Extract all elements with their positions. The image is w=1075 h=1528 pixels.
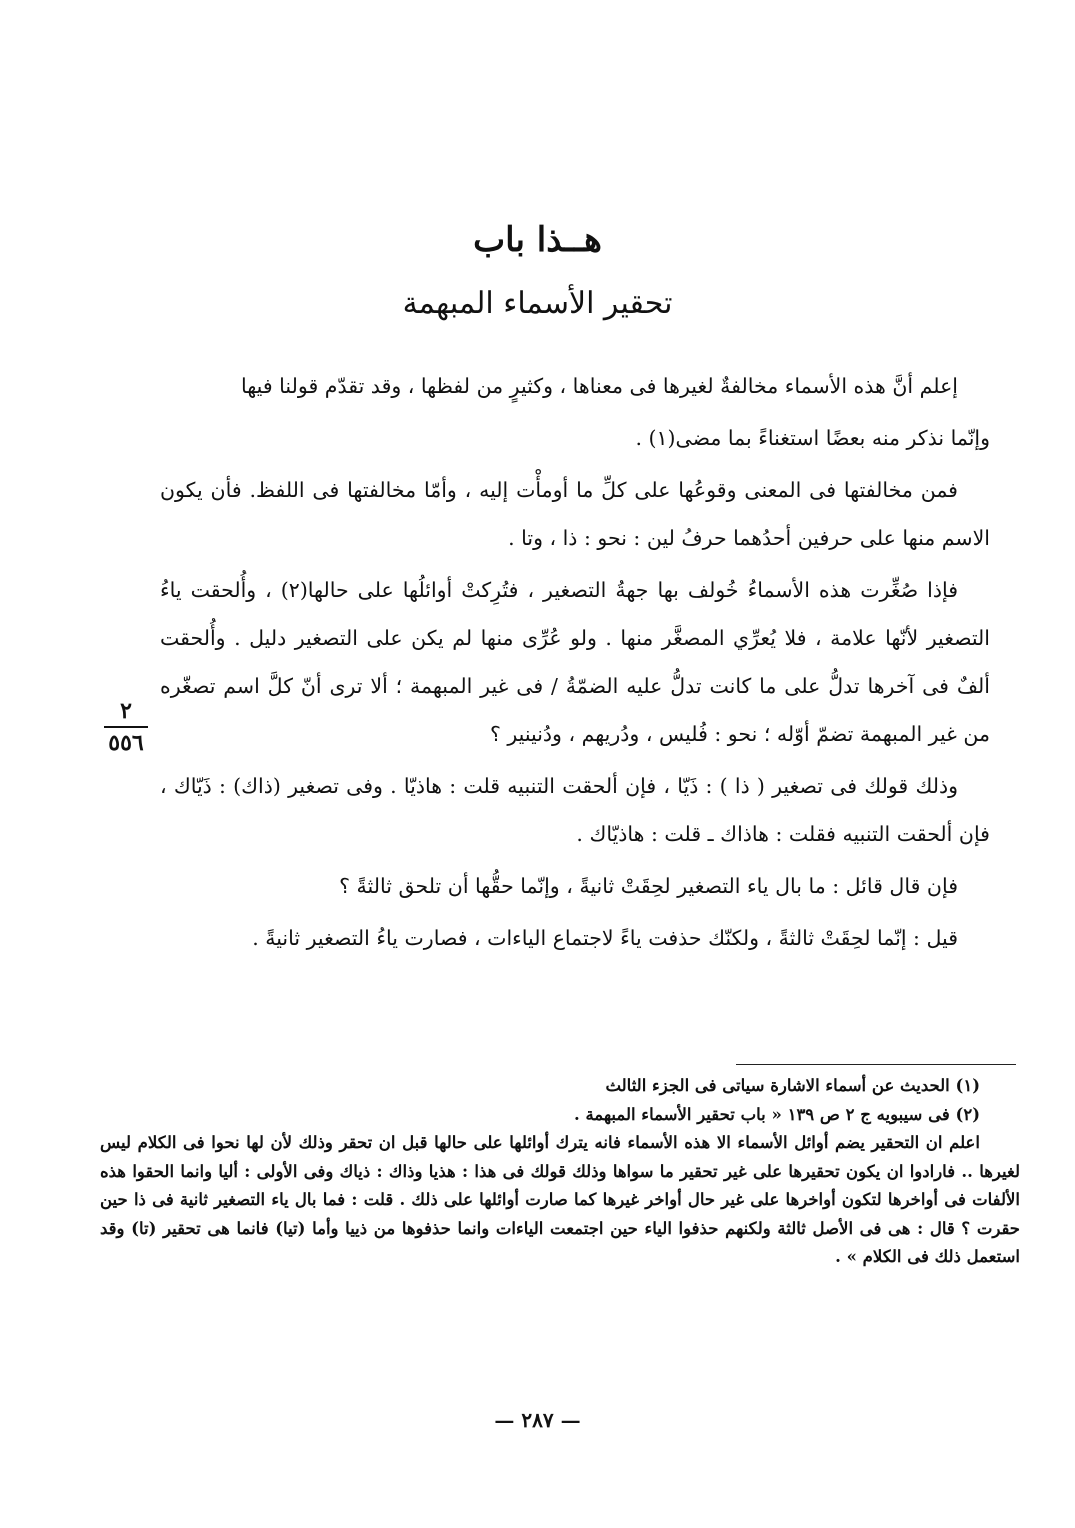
chapter-subtitle: تحقير الأسماء المبهمة [402,286,673,321]
footnote-2-text: اعلم ان التحقير يضم أوائل الأسماء الا هذه الأسماء فانه يترك أوائلها على حالها قبل ان تحقر وذلك لأن لها نحوا فى الكلام ليس لغيرها .. فارادوا ان يكون تحقيرها على غير تحقير ما سواها وذلك قولك فى هذا : هذيا وذاك : ذياك وفى الأولى : أليا وانما الحقوا هذه الألفات فى أواخرها لتكون أواخرها على غير حال أواخر غيرها كما صارت أوائلها على ذلك . قلت : فما بال ياء التصغير ثانية فى ذا حين حقرت ؟ قال : هى فى الأصل ثالثة ولكنهم حذفوا الياء حين اجتمعت الياءات وانما حذفوها من ذييا وأما (تيا) فانما هى تحقير (تا) وقد استعمل ذلك فى الكلام » . [100,1133,1020,1266]
paragraph-1: إعلم أنَّ هذه الأسماء مخالفةٌ لغيرها فى معناها ، وكثيرٍ من لفظها ، وقد تقدّم قولنا فيها [240,374,958,398]
footnote-1: (١) الحديث عن أسماء الاشارة سياتى فى الجزء الثالث [605,1076,980,1095]
paragraph-3: فمن مخالفتها فى المعنى وقوعُها على كلِّ ما أومأْت إليه ، وأمّا مخالفتها فى اللفظ. فأن يكون الاسم منها على حرفين أحدُهما حرفُ لين : نحو : ذا ، وتا . [160,478,990,550]
paragraph-6: فإن قال قائل : ما بال ياء التصغير لحِقَتْ ثانيةً ، وإنّما حقُّها أن تلحق ثالثةً ؟ [339,874,958,898]
paragraph-5: وذلك قولك فى تصغير ( ذا ) : ذَيّا ، فإن ألحقت التنبيه قلت : هاذيّا . وفى تصغير (ذاك) : ذَيّاك ، فإن ألحقت التنبيه فقلت : هاذاك ـ قلت : هاذيّاك . [160,774,990,846]
margin-reference-volume: ٢ [104,698,148,728]
margin-reference-page: ٥٥٦ [108,730,144,756]
footnote-divider [736,1064,1016,1065]
footnotes [100,1072,1020,1272]
page-number: — ٢٨٧ — [494,1408,581,1432]
footnote-2: (٢) فى سيبويه ج ٢ ص ١٣٩ « باب تحقير الأسماء المبهمة . [573,1104,980,1124]
paragraph-4: فإذا صُغِّرت هذه الأسماءُ خُولف بها جهةُ التصغير ، فتُرِكتْ أوائلُها على حالها(٢) ، وأُلحقت ياءُ التصغير لأنّها علامة ، فلا يُعرِّي المصغَّر منها . ولو عُرِّى منها لم يكن على التصغير دليل . وأُلحقت ألفٌ فى آخرها تدلُّ على ما كانت تدلُّ عليه الضمّةُ / فى غير المبهمة ؛ ألا ترى أنّ كلَّ اسم تصغّره من غير المبهمة تضمّ أوّله ؛ نحو : فُليس ، ودُريهم ، ودُنينير ؟ [160,578,990,746]
paragraph-7: قيل : إنّما لحِقَتْ ثالثةً ، ولكنّك حذفت ياءً لاجتماع الياءات ، فصارت ياءُ التصغير ثانيةً . [252,926,958,950]
paragraph-2: وإنّما نذكر منه بعضًا استغناءً بما مضى(١) . [635,426,990,450]
chapter-heading: هــذا باب [473,220,602,260]
main-text [160,362,990,966]
margin-reference [96,698,156,756]
